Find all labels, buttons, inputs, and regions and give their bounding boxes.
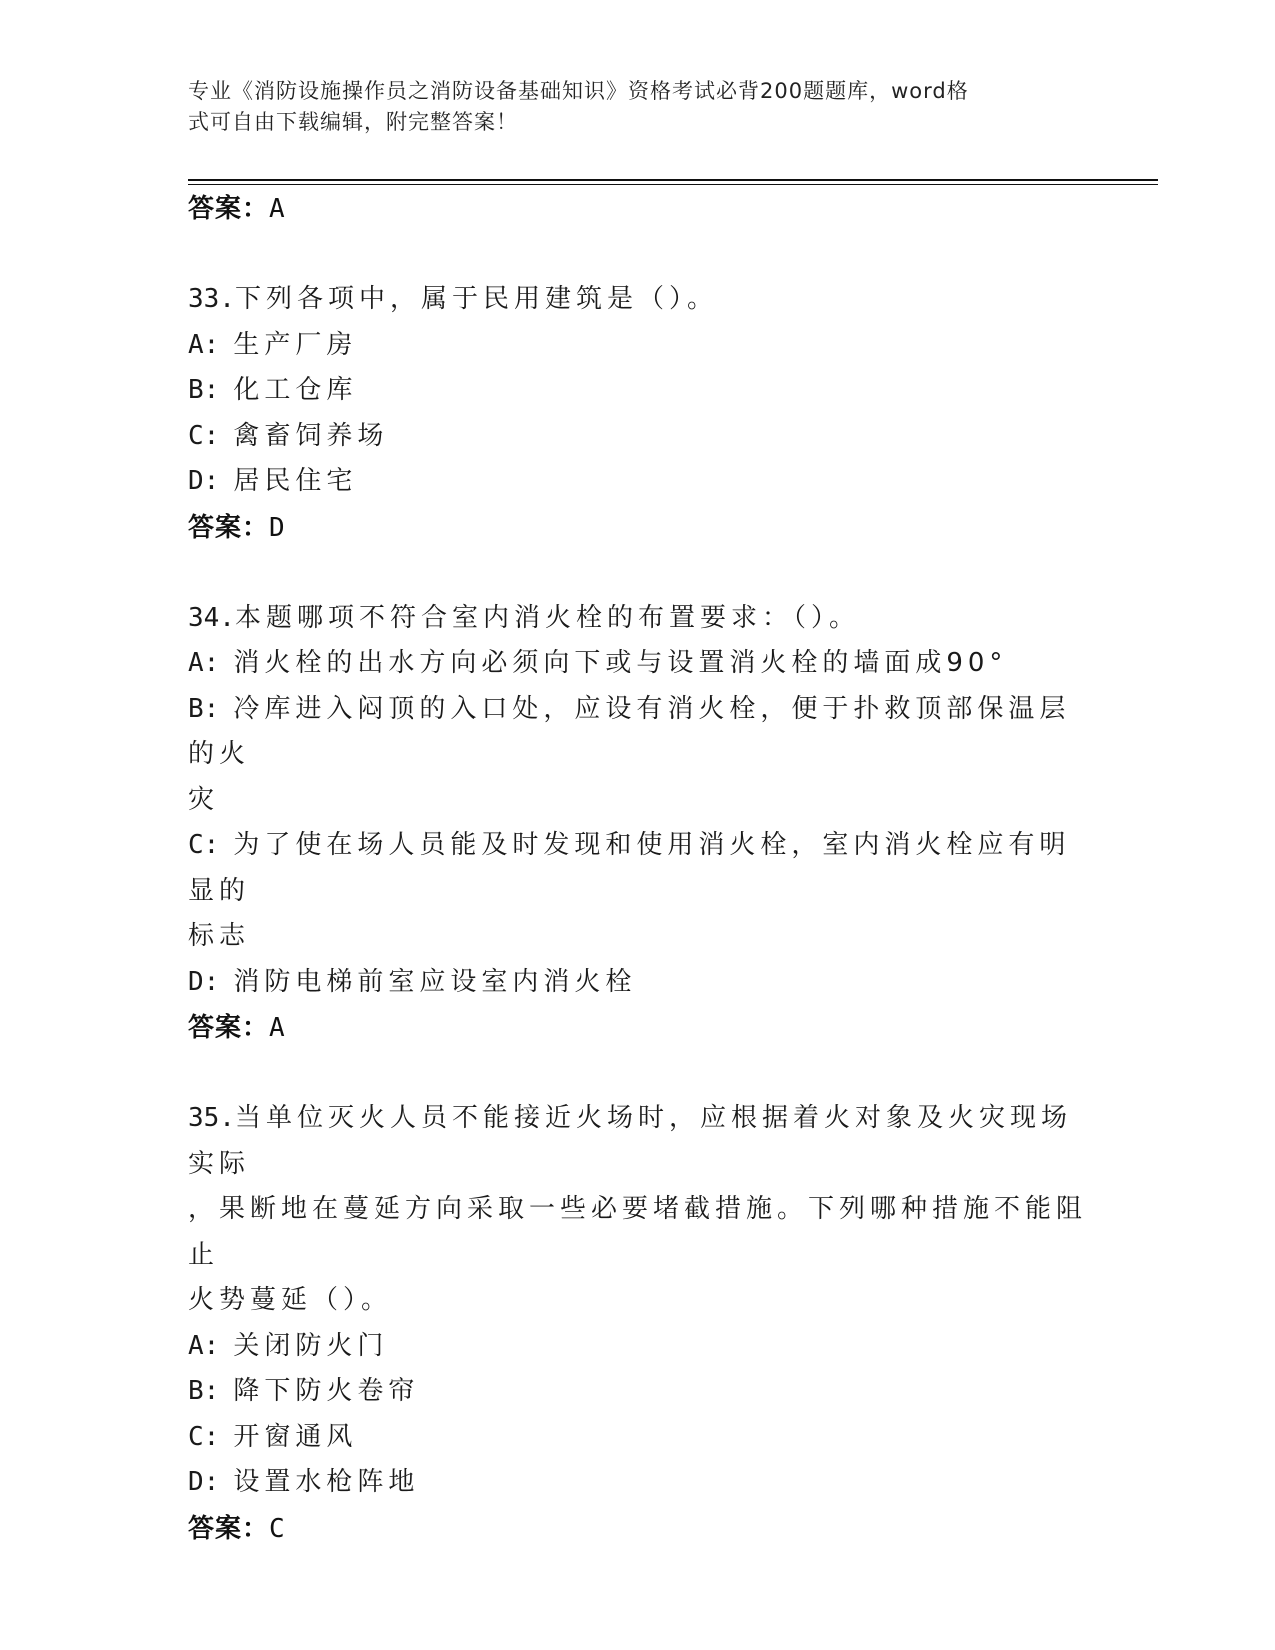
- option-key: D:: [188, 966, 220, 997]
- option-c: [188, 414, 1088, 460]
- question-number: 34.: [188, 602, 235, 633]
- question-33: [188, 277, 1088, 551]
- option-key: C:: [188, 420, 220, 451]
- option-b: [188, 368, 1088, 414]
- answer-line: [188, 186, 1088, 232]
- option-b-continued: [188, 778, 1088, 824]
- question-text-line: 本题哪项不符合室内消火栓的布置要求：（）。: [234, 602, 860, 633]
- question-stem: [188, 1096, 1088, 1187]
- page-header: [188, 76, 1068, 138]
- option-key: A:: [188, 1330, 220, 1361]
- question-35: [188, 1096, 1088, 1552]
- answer-value: D: [269, 512, 286, 543]
- option-key: B:: [188, 693, 220, 724]
- option-text: 标志: [188, 921, 251, 951]
- option-key: C:: [188, 1421, 220, 1452]
- option-key: A:: [188, 329, 220, 360]
- option-c-continued: [188, 914, 1088, 960]
- question-stem-continued: [188, 1278, 1088, 1324]
- header-line-1: 专业《消防设施操作员之消防设备基础知识》资格考试必背200题题库，word格: [188, 79, 969, 103]
- option-d: [188, 1460, 1088, 1506]
- question-text-line: 火势蔓延（）。: [188, 1285, 393, 1315]
- question-stem: [188, 277, 1088, 323]
- document-body: [188, 186, 1088, 1552]
- answer-label: 答案：: [188, 512, 270, 543]
- question-text-line: 当单位灭火人员不能接近火场时，应根据着火对象及火灾现场实际: [188, 1103, 1072, 1179]
- option-d: [188, 459, 1088, 505]
- option-key: A:: [188, 648, 220, 678]
- option-text: 设置水枪阵地: [233, 1467, 420, 1497]
- option-a: [188, 1324, 1088, 1370]
- option-key: B:: [188, 1376, 220, 1406]
- option-key: C:: [188, 830, 220, 860]
- option-text: 关闭防火门: [233, 1330, 389, 1361]
- answer-value: C: [269, 1513, 286, 1544]
- option-text: 灾: [188, 784, 220, 815]
- option-key: D:: [188, 1467, 220, 1497]
- answer-value: A: [269, 1013, 286, 1043]
- question-number: 33.: [188, 284, 235, 314]
- option-text: 居民住宅: [233, 466, 358, 496]
- answer-value: A: [269, 194, 286, 224]
- question-number: 35.: [188, 1103, 235, 1133]
- option-key: B:: [188, 375, 220, 405]
- answer-label: 答案：: [188, 1513, 270, 1544]
- option-text: 禽畜饲养场: [233, 420, 389, 451]
- header-rule-thick: [188, 179, 1158, 181]
- option-text: 消火栓的出水方向必须向下或与设置消火栓的墙面成90°: [233, 648, 1008, 678]
- option-text: 降下防火卷帘: [233, 1376, 420, 1406]
- answer-line: [188, 1005, 1088, 1051]
- question-text-line: ，果断地在蔓延方向采取一些必要堵截措施。下列哪种措施不能阻止: [188, 1194, 1088, 1270]
- option-text: 为了使在场人员能及时发现和使用消火栓，室内消火栓应有明显的: [188, 830, 1071, 906]
- question-stem: [188, 596, 1088, 642]
- option-key: D:: [188, 466, 220, 496]
- option-c: [188, 1415, 1088, 1461]
- option-text: 消防电梯前室应设室内消火栓: [233, 966, 637, 997]
- option-c: [188, 823, 1088, 914]
- option-a: [188, 323, 1088, 369]
- answer-line: [188, 1506, 1088, 1552]
- question-34: [188, 596, 1088, 1052]
- answer-label: 答案：: [188, 194, 270, 224]
- option-b: [188, 1369, 1088, 1415]
- header-rule-thin: [188, 184, 1158, 185]
- option-text: 冷库进入闷顶的入口处，应设有消火栓，便于扑救顶部保温层的火: [188, 693, 1071, 769]
- answer-label: 答案：: [188, 1013, 270, 1043]
- answer-line: [188, 505, 1088, 551]
- option-a: [188, 641, 1088, 687]
- option-text: 开窗通风: [233, 1421, 358, 1452]
- header-line-2: 式可自由下载编辑，附完整答案！: [188, 110, 518, 134]
- option-text: 生产厂房: [233, 329, 358, 360]
- option-text: 化工仓库: [233, 375, 358, 405]
- option-b: [188, 687, 1088, 778]
- option-d: [188, 960, 1088, 1006]
- question-text-line: 下列各项中，属于民用建筑是（）。: [234, 284, 718, 314]
- question-stem-continued: [188, 1187, 1088, 1278]
